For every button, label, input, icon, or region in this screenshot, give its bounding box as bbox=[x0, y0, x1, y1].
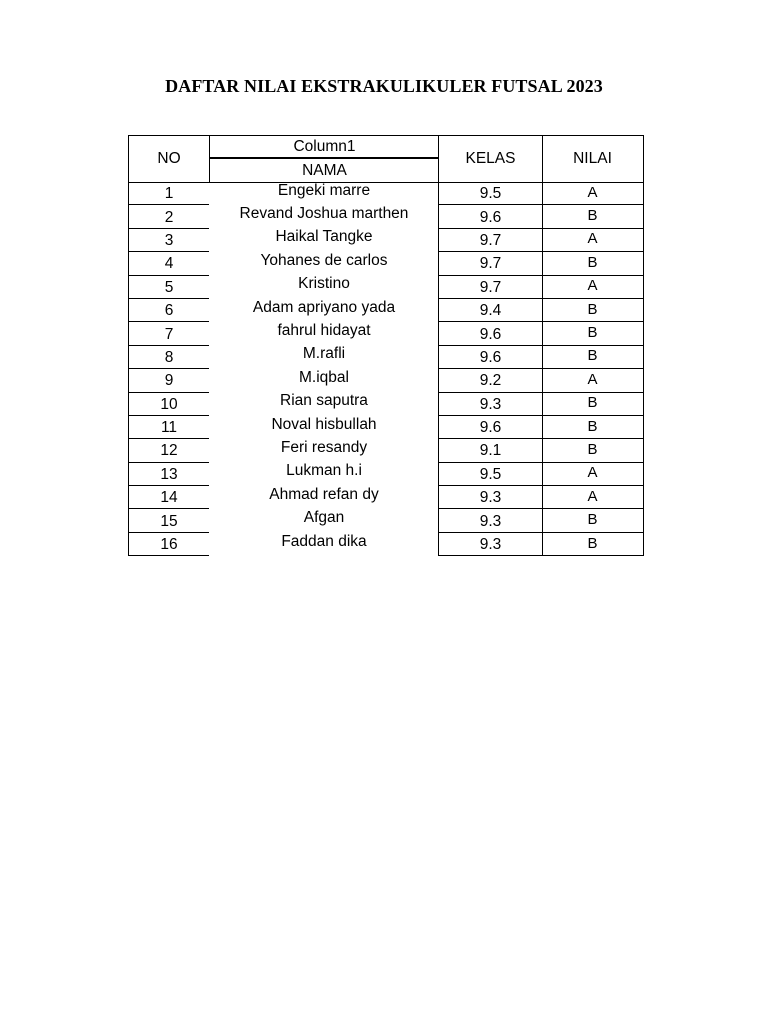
cell-nilai: A bbox=[542, 276, 644, 299]
cell-nilai: A bbox=[542, 463, 644, 486]
cell-kelas: 9.3 bbox=[438, 486, 543, 509]
cell-nama: Kristino bbox=[298, 275, 350, 293]
cell-nilai: B bbox=[542, 346, 644, 369]
cell-kelas: 9.7 bbox=[438, 229, 543, 252]
cell-kelas: 9.6 bbox=[438, 416, 543, 439]
cell-nama: M.rafli bbox=[302, 345, 346, 363]
table-body bbox=[128, 182, 644, 556]
cell-no: 12 bbox=[128, 439, 209, 462]
cell-nama: Faddan dika bbox=[281, 532, 367, 550]
cell-kelas: 9.2 bbox=[438, 369, 543, 392]
cell-nilai: B bbox=[542, 509, 644, 532]
cell-kelas: 9.3 bbox=[438, 509, 543, 532]
cell-no: 16 bbox=[128, 533, 209, 556]
cell-nama: Yohanes de carlos bbox=[260, 251, 388, 269]
cell-no: 14 bbox=[128, 486, 209, 509]
table-row bbox=[128, 533, 644, 556]
cell-nilai: B bbox=[542, 533, 644, 556]
cell-no: 13 bbox=[128, 463, 209, 486]
cell-kelas: 9.3 bbox=[438, 393, 543, 416]
cell-no: 2 bbox=[128, 205, 209, 228]
cell-nilai: A bbox=[542, 369, 644, 392]
page-title: DAFTAR NILAI EKSTRAKULIKULER FUTSAL 2023 bbox=[165, 76, 603, 96]
cell-nama: Lukman h.i bbox=[286, 462, 362, 480]
cell-nilai: A bbox=[542, 229, 644, 252]
cell-no: 5 bbox=[128, 276, 209, 299]
cell-nama: Noval hisbullah bbox=[271, 415, 377, 433]
cell-nilai: B bbox=[542, 322, 644, 345]
cell-no: 10 bbox=[128, 393, 209, 416]
cell-no: 15 bbox=[128, 509, 209, 532]
cell-kelas: 9.5 bbox=[438, 182, 543, 205]
cell-nilai: A bbox=[542, 486, 644, 509]
cell-kelas: 9.1 bbox=[438, 439, 543, 462]
cell-nilai: B bbox=[542, 205, 644, 228]
cell-no: 9 bbox=[128, 369, 209, 392]
cell-no: 1 bbox=[128, 182, 209, 205]
cell-nilai: B bbox=[542, 439, 644, 462]
header-no: NO bbox=[128, 135, 209, 183]
cell-no: 7 bbox=[128, 322, 209, 345]
cell-nama: M.iqbal bbox=[299, 368, 349, 386]
cell-nama: Adam apriyano yada bbox=[252, 298, 396, 316]
cell-kelas: 9.7 bbox=[438, 276, 543, 299]
cell-no: 3 bbox=[128, 229, 209, 252]
cell-no: 11 bbox=[128, 416, 209, 439]
cell-nama: Feri resandy bbox=[280, 438, 368, 456]
cell-nilai: B bbox=[542, 299, 644, 322]
cell-nama: Ahmad refan dy bbox=[269, 485, 379, 503]
cell-kelas: 9.6 bbox=[438, 205, 543, 228]
header-column1: Column1 bbox=[209, 135, 439, 159]
cell-kelas: 9.6 bbox=[438, 346, 543, 369]
header-nilai: NILAI bbox=[542, 135, 644, 183]
cell-kelas: 9.4 bbox=[438, 299, 543, 322]
cell-kelas: 9.6 bbox=[438, 322, 543, 345]
cell-kelas: 9.7 bbox=[438, 252, 543, 275]
cell-nilai: B bbox=[542, 393, 644, 416]
cell-no: 6 bbox=[128, 299, 209, 322]
cell-nama: Haikal Tangke bbox=[275, 228, 373, 246]
header-kelas: KELAS bbox=[438, 135, 543, 183]
cell-nama: Revand Joshua marthen bbox=[239, 205, 409, 223]
cell-nama: Engeki marre bbox=[277, 181, 371, 199]
cell-kelas: 9.3 bbox=[438, 533, 543, 556]
cell-nilai: B bbox=[542, 416, 644, 439]
cell-nama: Rian saputra bbox=[280, 392, 368, 410]
cell-nama: fahrul hidayat bbox=[277, 322, 371, 340]
cell-no: 8 bbox=[128, 346, 209, 369]
cell-no: 4 bbox=[128, 252, 209, 275]
cell-kelas: 9.5 bbox=[438, 463, 543, 486]
cell-nilai: B bbox=[542, 252, 644, 275]
grades-table bbox=[128, 135, 644, 557]
header-nama: NAMA bbox=[209, 159, 439, 183]
cell-nama: Afgan bbox=[303, 509, 345, 527]
cell-nilai: A bbox=[542, 182, 644, 205]
